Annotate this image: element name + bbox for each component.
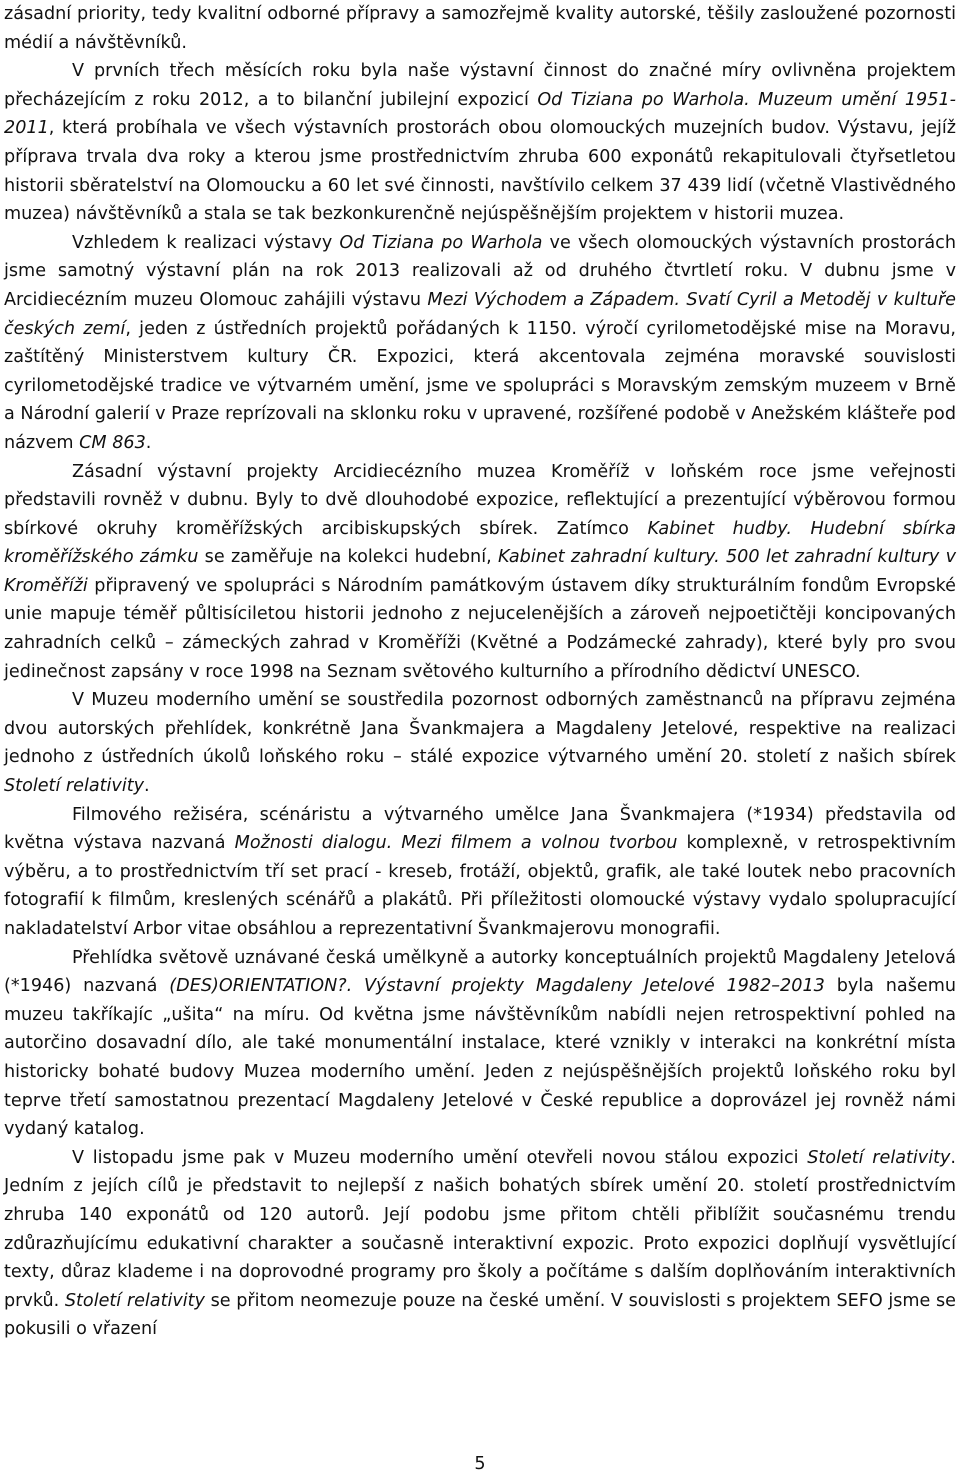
italic-title-text: Století relativity xyxy=(4,776,145,797)
body-text: byla našemu muzeu takříkajíc „ušita“ na míru. Od května jsme návštěvníkům nabídli nejen retrospektivní pohled na autorčino dosavadní dílo, ale také monumentální instalace, které vznikly v interakci na konkrétní místa historicky bohaté budovy Muzea moderního umění. Jeden z nejúspěšnějších projektů loňského roku byl teprve třetí samostatnou prezentací Magdaleny Jetelové v České republice a doprovázel jej rovněž námi vydaný katalog. xyxy=(4,976,956,1140)
paragraph xyxy=(4,57,956,229)
italic-title-text: (DES)ORIENTATION?. Výstavní projekty Magdaleny Jetelové 1982–2013 xyxy=(169,976,825,997)
paragraph xyxy=(4,229,956,458)
body-text: V prvních třech měsících roku byla naše výstavní činnost do značné míry ovlivněna projektem přecházejícím z roku 2012, a to bilanční jubilejní expozicí xyxy=(4,61,956,110)
body-text: . Jedním z jejích cílů je představit to nejlepší z našich bohatých sbírek umění 20. století prostřednictvím zhruba 140 exponátů od 120 autorů. Její podobu jsme přitom chtěli přiblížit současnému trendu zdůrazňujícímu edukativní charakter a současně interaktivní expozic. Proto expozici doplňují vysvětlující texty, důraz klademe i na doprovodné programy pro školy a počítáme s dalším doplňováním interaktivních prvků. xyxy=(4,1147,956,1311)
page-number: 5 xyxy=(474,1454,486,1474)
body-text: Filmového režiséra, scénáristu a výtvarného umělce Jana Švankmajera (*1934) představila od května výstava nazvaná xyxy=(4,804,956,854)
body-text: se přitom neomezuje pouze na české umění. V souvislosti s projektem SEFO jsme se pokusili o vřazení xyxy=(4,1290,957,1340)
paragraph xyxy=(4,1144,956,1344)
body-text: . xyxy=(144,776,150,797)
body-text: komplexně, v retrospektivním výběru, a to prostřednictvím tří set prací - kreseb, frotáží, objektů, grafik, ale také loutek nebo pracovních fotografií k filmům, kreslených scénářů a plakátů. Při příležitosti olomoucké výstavy vydalo spolupracující nakladatelství Arbor vitae obsáhlou a reprezentativní Švankmajerovu monografii. xyxy=(4,833,956,939)
italic-title-text: Od Tiziana po Warhola. Muzeum umění 1951-2011 xyxy=(4,89,956,139)
paragraph xyxy=(4,944,956,1144)
body-text: Přehlídka světově uznávané česká umělkyně a autorky konceptuálních projektů Magdaleny Jetelová (*1946) nazvaná xyxy=(4,947,956,997)
italic-title-text: Kabinet zahradní kultury. 500 let zahradní kultury v Kroměříži xyxy=(4,547,957,596)
italic-title-text: Kabinet hudby. Hudební sbírka kroměřížského zámku xyxy=(4,518,956,568)
body-text: připravený ve spolupráci s Národním památkovým ústavem díky strukturálním fondům Evropské unie mapuje téměř půltisíciletou historii jednoho z nejucelenějších a zároveň nejpoetičtěji koncipovaných zahradních celků – zámeckých zahrad v Kroměříži (Květné a Podzámecké zahrady), které byly pro svou jedinečnost zapsány v roce 1998 na Seznam světového kulturního a přírodního dědictví UNESCO. xyxy=(4,575,956,682)
italic-title-text: CM 863 xyxy=(79,432,146,453)
body-text: ve všech olomouckých výstavních prostorách jsme samotný výstavní plán na rok 2013 realizovali až od druhého čtvrtletí roku. V dubnu jsme v Arcidiecézním muzeu Olomouc zahájili výstavu xyxy=(4,232,956,310)
body-text: Zásadní výstavní projekty Arcidiecézního muzea Kroměříž v loňském roce jsme veřejnosti představili rovněž v dubnu. Byly to dvě dlouhodobé expozice, reflektující a prezentující výběrovou formou sbírkové okruhy kroměřížských arcibiskupských sbírek. Zatímco xyxy=(4,461,956,539)
italic-title-text: Možnosti dialogu. Mezi filmem a volnou tvorbou xyxy=(234,833,678,854)
paragraph xyxy=(4,801,956,944)
document-body xyxy=(4,0,956,1344)
body-text: zásadní priority, tedy kvalitní odborné přípravy a samozřejmě kvality autorské, těšily zasloužené pozornosti médií a návštěvníků. xyxy=(4,4,956,53)
paragraph xyxy=(4,458,956,687)
body-text: V Muzeu moderního umění se soustředila pozornost odborných zaměstnanců na přípravu zejména dvou autorských přehlídek, konkrétně Jana Švankmajera a Magdaleny Jetelové, respektive na realizaci jednoho z ústředních úkolů loňského roku – stálé expozice výtvarného umění 20. století z našich sbírek xyxy=(4,690,956,768)
italic-title-text: Mezi Východem a Západem. Svatí Cyril a Metoděj v kultuře českých zemí xyxy=(4,289,956,339)
body-text: Vzhledem k realizaci výstavy xyxy=(72,232,340,253)
body-text: , která probíhala ve všech výstavních prostorách obou olomouckých muzejních budov. Výstavu, jejíž příprava trvala dva roky a kterou jsme prostřednictvím zhruba 600 exponátů rekapitulovali čtyřsetletou historii sběratelství na Olomoucku a 60 let své činnosti, navštívilo celkem 37 439 lidí (včetně Vlastivědného muzea) návštěvníků a stala se tak bezkonkurenčně nejúspěšnějším projektem v historii muzea. xyxy=(4,118,956,225)
body-text: V listopadu jsme pak v Muzeu moderního umění otevřeli novou stálou expozici xyxy=(72,1147,808,1168)
italic-title-text: Století relativity xyxy=(807,1147,951,1168)
italic-title-text: Století relativity xyxy=(64,1290,205,1311)
body-text: , jeden z ústředních projektů pořádaných k 1150. výročí cyrilometodějské mise na Moravu, zaštítěný Ministerstvem kultury ČR. Expozici, která akcentovala zejména moravské souvislosti cyrilometodějské tradice ve výtvarném umění, jsme ve spolupráci s Moravským zemským muzeem v Brně a Národní galerií v Praze reprízovali na sklonku roku v upravené, rozšířené podobě v Anežském klášteře pod názvem xyxy=(4,318,956,453)
italic-title-text: Od Tiziana po Warhola xyxy=(339,232,543,253)
body-text: . xyxy=(145,432,152,453)
paragraph xyxy=(4,0,956,57)
body-text: se zaměřuje na kolekci hudební, xyxy=(198,547,498,568)
paragraph xyxy=(4,686,956,800)
